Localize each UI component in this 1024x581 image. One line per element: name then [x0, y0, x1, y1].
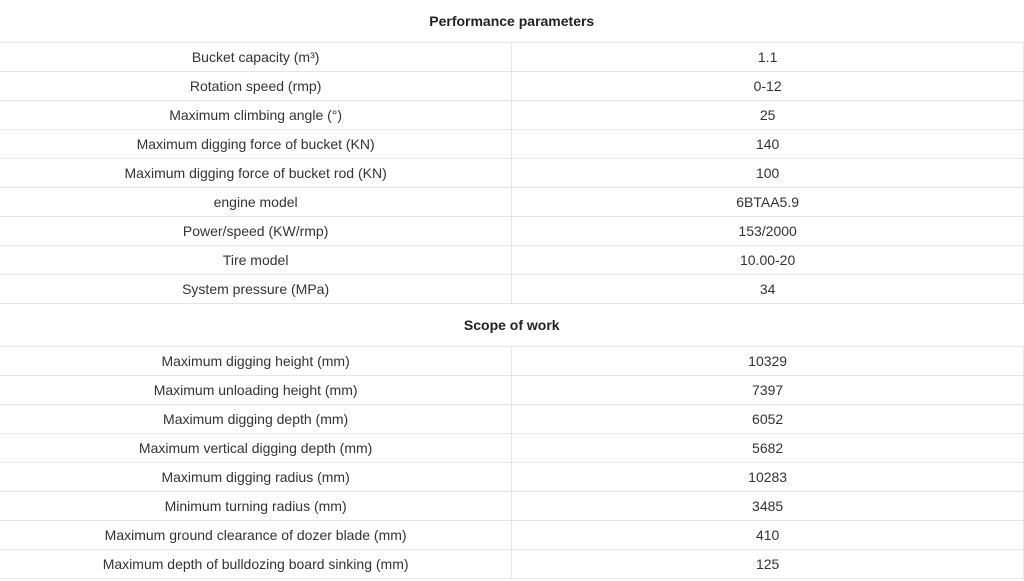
- parameter-label: Maximum unloading height (mm): [0, 376, 512, 405]
- table-row: [0, 347, 1024, 376]
- table-row: [0, 246, 1024, 275]
- table-row: [0, 550, 1024, 579]
- parameter-label: Minimum turning radius (mm): [0, 492, 512, 521]
- table-row: [0, 72, 1024, 101]
- parameter-value: 6052: [512, 405, 1024, 434]
- parameter-value: 100: [512, 159, 1024, 188]
- table-row: [0, 188, 1024, 217]
- parameter-value: 6BTAA5.9: [512, 188, 1024, 217]
- table-row: [0, 434, 1024, 463]
- section-title-scope: Scope of work: [0, 304, 1024, 347]
- parameter-value: 7397: [512, 376, 1024, 405]
- parameter-value: 10.00-20: [512, 246, 1024, 275]
- parameter-label: Maximum climbing angle (°): [0, 101, 512, 130]
- table-row: [0, 130, 1024, 159]
- parameter-value: 25: [512, 101, 1024, 130]
- section-header-row: [0, 304, 1024, 347]
- table-row: [0, 492, 1024, 521]
- parameter-value: 10283: [512, 463, 1024, 492]
- parameter-label: Tire model: [0, 246, 512, 275]
- parameter-value: 410: [512, 521, 1024, 550]
- parameter-label: System pressure (MPa): [0, 275, 512, 304]
- section-header-row: [0, 0, 1024, 43]
- parameter-label: Rotation speed (rmp): [0, 72, 512, 101]
- parameter-label: Maximum ground clearance of dozer blade (mm): [0, 521, 512, 550]
- parameter-label: Maximum digging depth (mm): [0, 405, 512, 434]
- parameter-value: 10329: [512, 347, 1024, 376]
- parameter-label: Maximum digging height (mm): [0, 347, 512, 376]
- table-row: [0, 376, 1024, 405]
- table-row: [0, 521, 1024, 550]
- parameter-label: Bucket capacity (m³): [0, 43, 512, 72]
- parameter-value: 125: [512, 550, 1024, 579]
- parameter-value: 140: [512, 130, 1024, 159]
- parameter-label: engine model: [0, 188, 512, 217]
- parameter-label: Maximum vertical digging depth (mm): [0, 434, 512, 463]
- parameter-label: Maximum depth of bulldozing board sinking (mm): [0, 550, 512, 579]
- table-row: [0, 43, 1024, 72]
- parameter-value: 1.1: [512, 43, 1024, 72]
- section-title-performance: Performance parameters: [429, 13, 595, 29]
- parameter-value: 3485: [512, 492, 1024, 521]
- table-row: [0, 217, 1024, 246]
- table-row: [0, 101, 1024, 130]
- parameter-label: Power/speed (KW/rmp): [0, 217, 512, 246]
- table-row: [0, 463, 1024, 492]
- table-row: [0, 275, 1024, 304]
- parameter-label: Maximum digging force of bucket (KN): [0, 130, 512, 159]
- parameter-label: Maximum digging radius (mm): [0, 463, 512, 492]
- table-row: [0, 159, 1024, 188]
- parameter-value: 153/2000: [512, 217, 1024, 246]
- parameter-value: 34: [512, 275, 1024, 304]
- parameter-label: Maximum digging force of bucket rod (KN): [0, 159, 512, 188]
- table-row: [0, 405, 1024, 434]
- parameter-value: 5682: [512, 434, 1024, 463]
- parameter-value: 0-12: [512, 72, 1024, 101]
